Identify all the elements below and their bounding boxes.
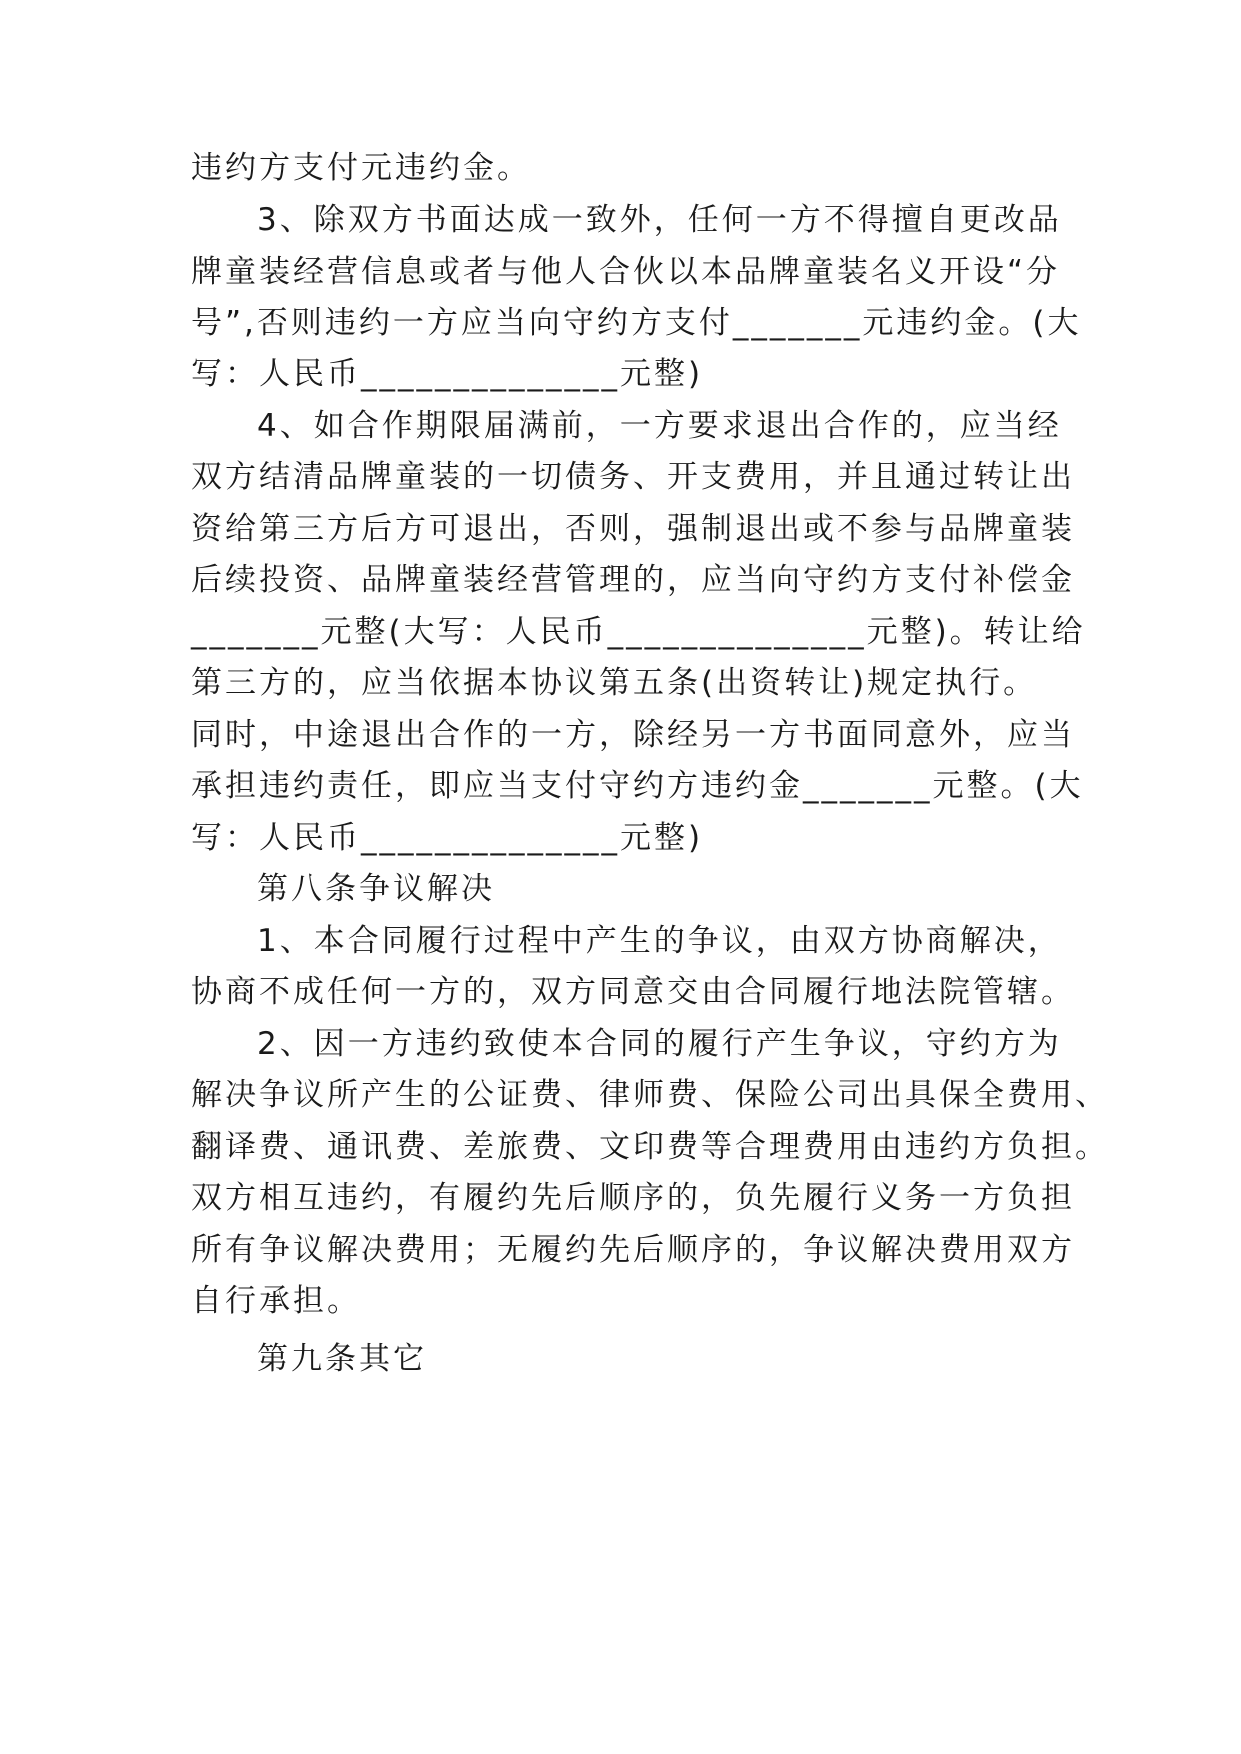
text-line: 自行承担。 [191, 1283, 361, 1319]
text-line: 违约方支付元违约金。 [191, 150, 531, 186]
text-line: 1、本合同履行过程中产生的争议，由双方协商解决， [257, 923, 1062, 959]
text-line: 所有争议解决费用；无履约先后顺序的，争议解决费用双方 [191, 1232, 1075, 1268]
text-line: 写：人民币______________元整) [191, 820, 704, 856]
text-line: 3、除双方书面达成一致外，任何一方不得擅自更改品 [257, 202, 1062, 238]
text-line: 解决争议所产生的公证费、律师费、保险公司出具保全费用、 [191, 1077, 1109, 1113]
text-line: 号”,否则违约一方应当向守约方支付_______元违约金。(大 [191, 305, 1082, 341]
section-heading: 第九条其它 [257, 1341, 427, 1377]
text-line: 双方结清品牌童装的一切债务、开支费用，并且通过转让出 [191, 459, 1075, 495]
text-line: 双方相互违约，有履约先后顺序的，负先履行义务一方负担 [191, 1180, 1075, 1216]
text-line: 后续投资、品牌童装经营管理的，应当向守约方支付补偿金 [191, 562, 1075, 598]
text-line: 4、如合作期限届满前，一方要求退出合作的，应当经 [257, 408, 1062, 444]
text-line: 资给第三方后方可退出，否则，强制退出或不参与品牌童装 [191, 511, 1075, 547]
text-line: 翻译费、通讯费、差旅费、文印费等合理费用由违约方负担。 [191, 1129, 1109, 1165]
text-line: 第三方的，应当依据本协议第五条(出资转让)规定执行。 [191, 665, 1038, 701]
section-heading: 第八条争议解决 [257, 871, 495, 907]
text-line: 协商不成任何一方的，双方同意交由合同履行地法院管辖。 [191, 974, 1075, 1010]
text-line: _______元整(大写：人民币______________元整)。转让给 [191, 614, 1086, 650]
text-line: 写：人民币______________元整) [191, 356, 704, 392]
text-line: 承担违约责任，即应当支付守约方违约金_______元整。(大 [191, 768, 1084, 804]
text-line: 牌童装经营信息或者与他人合伙以本品牌童装名义开设“分 [191, 254, 1061, 290]
text-line: 2、因一方违约致使本合同的履行产生争议，守约方为 [257, 1026, 1062, 1062]
text-line: 同时，中途退出合作的一方，除经另一方书面同意外，应当 [191, 717, 1075, 753]
